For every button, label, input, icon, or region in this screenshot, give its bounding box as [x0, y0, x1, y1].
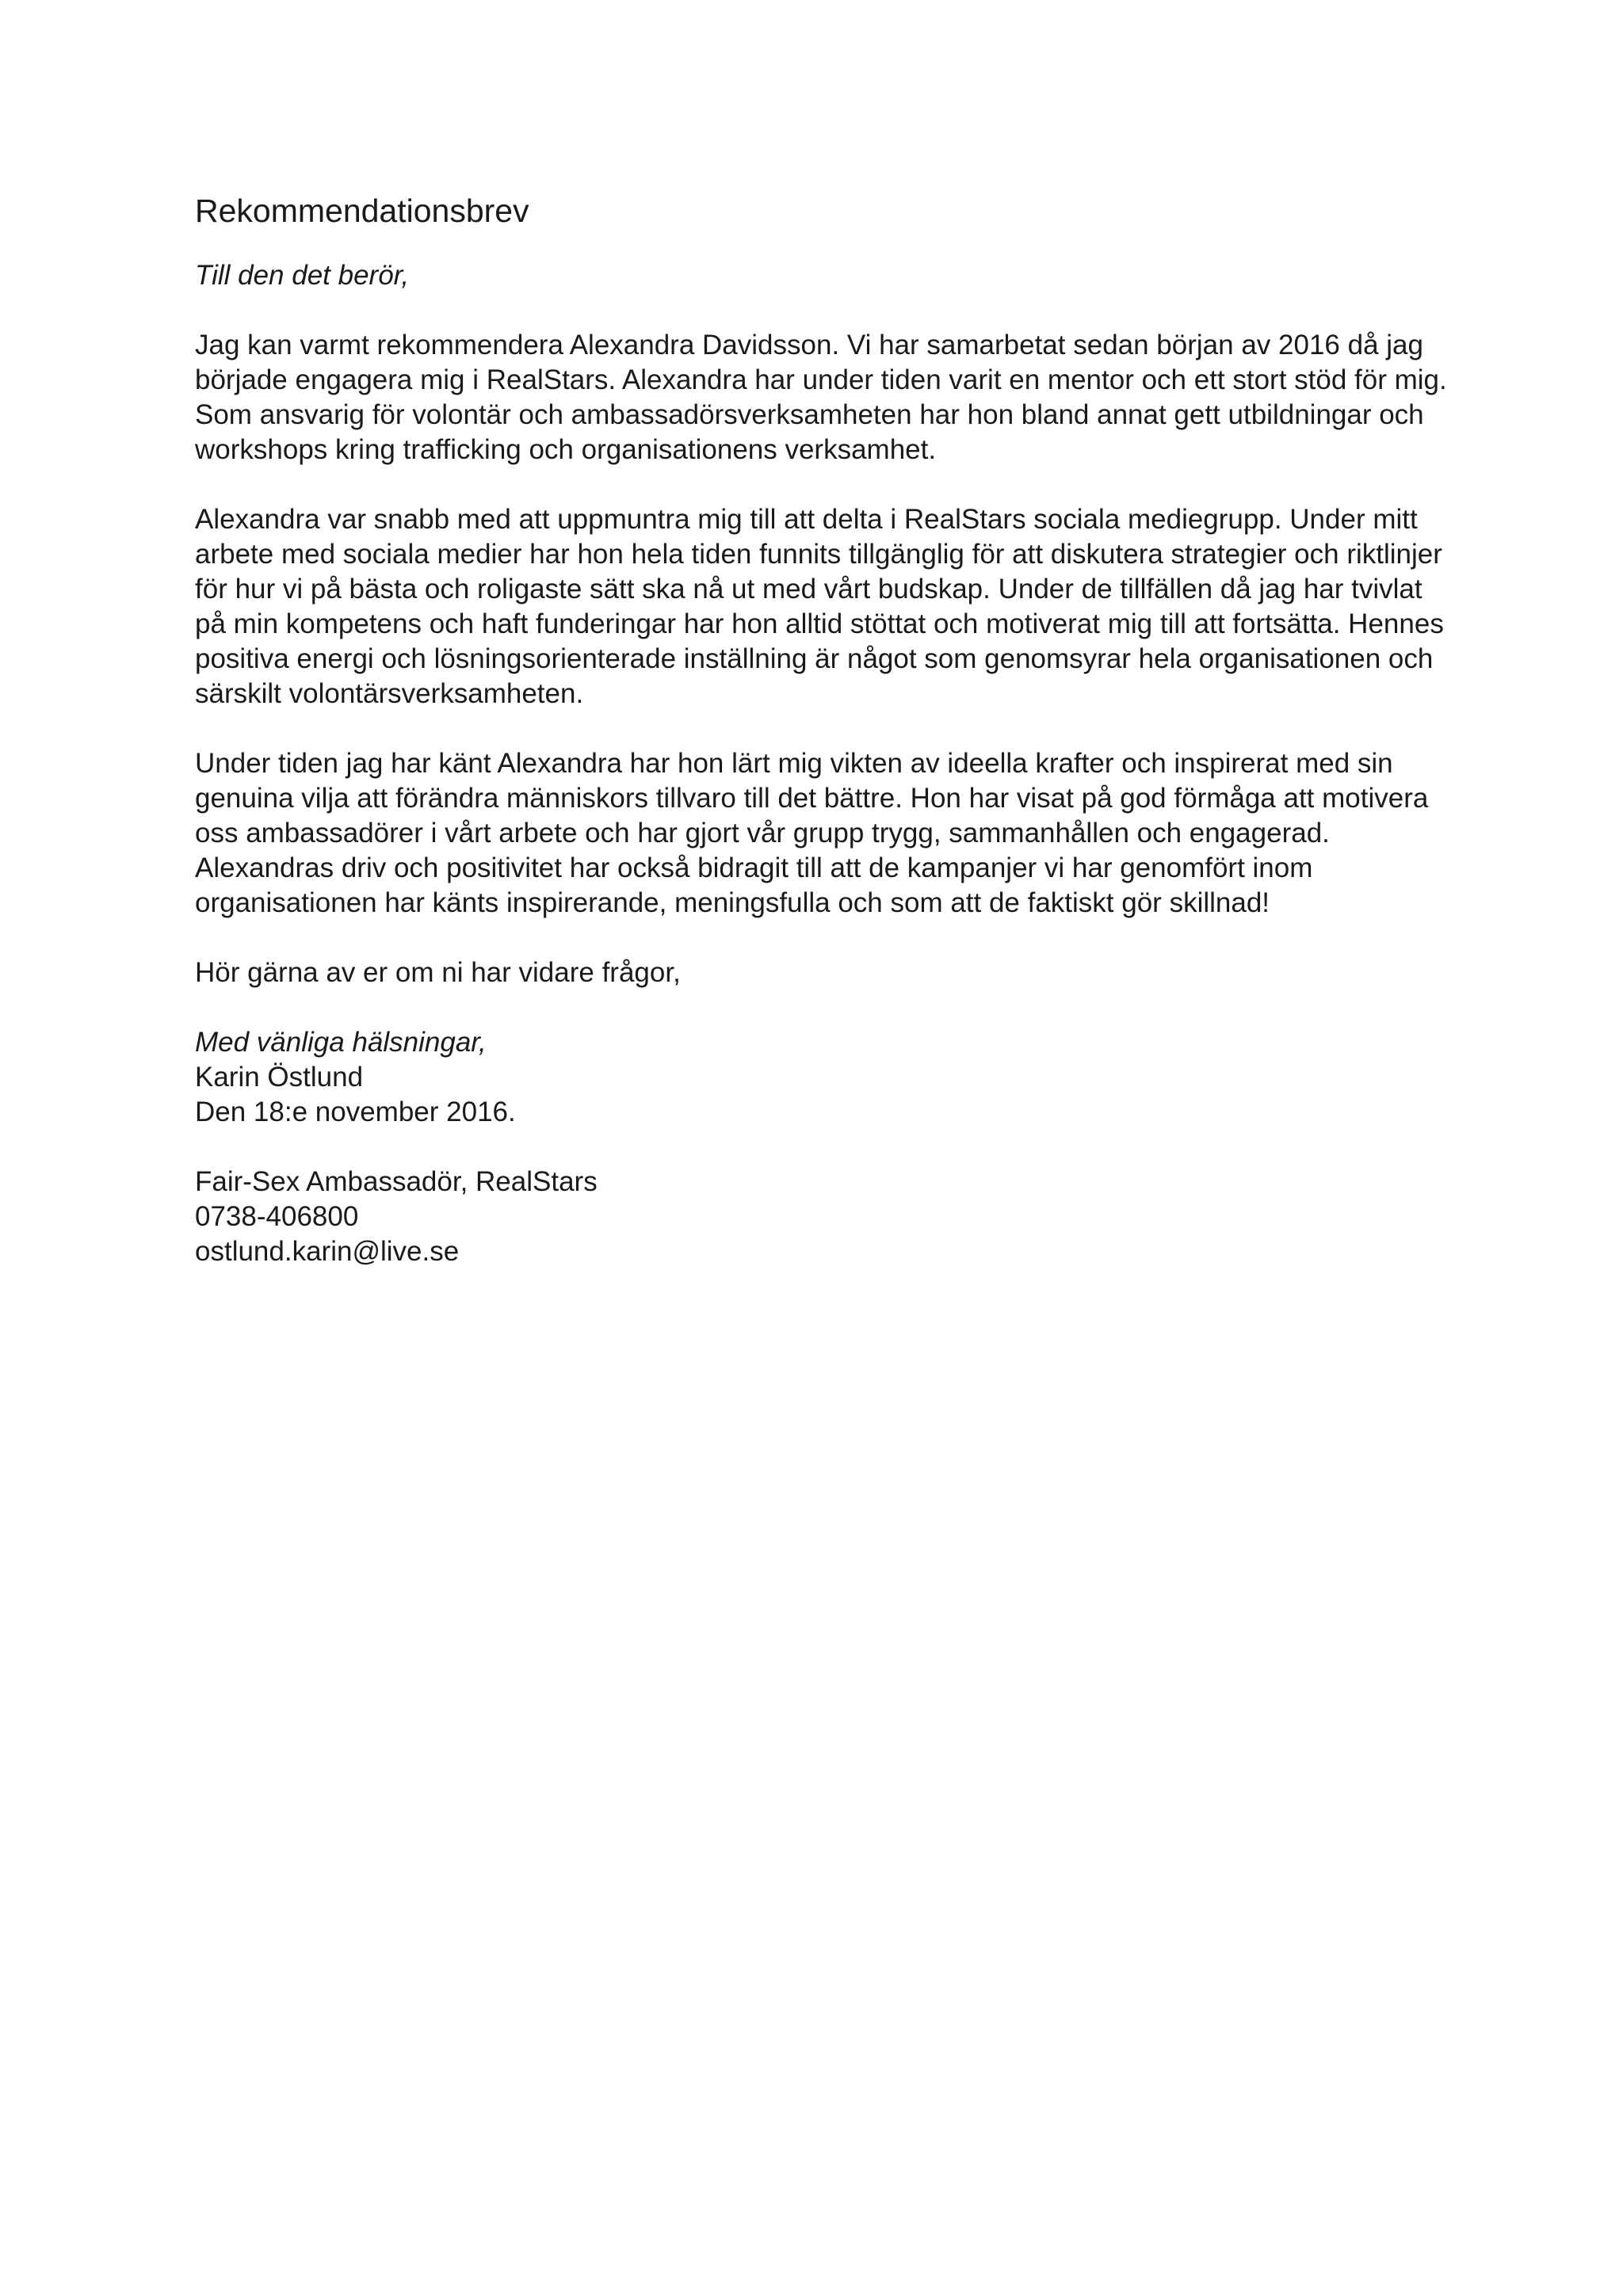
- greeting: Till den det berör,: [195, 260, 410, 291]
- document-title: Rekommendationsbrev: [195, 193, 529, 229]
- letter-page: [195, 190, 1447, 1304]
- sign-off: Med vänliga hälsningar,: [195, 1027, 487, 1058]
- body-paragraph-3: Under tiden jag har känt Alexandra har hon lärt mig vikten av ideella krafter och inspirerat med sin genuina vilja att förändra människors tillvaro till det bättre. Hon har visat på god förmåga att motivera oss ambassadörer i vårt arbete och har gjort vår grupp trygg, sammanhållen och engagerad. Alexandras driv och positivitet har också bidragit till att de kampanjer vi har genomfört inom organisationen har känts inspirerande, meningsfulla och som att de faktiskt gör skillnad!: [195, 748, 1429, 918]
- contact-block: [195, 1165, 1447, 1269]
- signer-role: Fair-Sex Ambassadör, RealStars: [195, 1166, 598, 1197]
- signer-name: Karin Östlund: [195, 1062, 364, 1093]
- closing-line: Hör gärna av er om ni har vidare frågor,: [195, 957, 681, 988]
- body-paragraph-2: Alexandra var snabb med att uppmuntra mig till att delta i RealStars sociala mediegrupp. Under mitt arbete med sociala medier har hon hela tiden funnits tillgänglig för att diskutera strategier och riktlinjer för hur vi på bästa och roligaste sätt ska nå ut med vårt budskap. Under de tillfällen då jag har tvivlat på min kompetens och haft funderingar har hon alltid stöttat och motiverat mig till att fortsätta. Hennes positiva energi och lösningsorienterade inställning är något som genomsyrar hela organisationen och särskilt volontärsverksamheten.: [195, 504, 1444, 709]
- phone-number: 0738-406800: [195, 1201, 359, 1232]
- email-address: ostlund.karin@live.se: [195, 1236, 460, 1267]
- body-paragraph-1: Jag kan varmt rekommendera Alexandra Davidsson. Vi har samarbetat sedan början av 2016 då jag började engagera mig i RealStars. Alexandra har under tiden varit en mentor och ett stort stöd för mig. Som ansvarig för volontär och ambassadörsverksamheten har hon bland annat gett utbildningar och workshops kring trafficking och organisationens verksamhet.: [195, 330, 1447, 465]
- signature-block: [195, 1025, 1447, 1130]
- letter-date: Den 18:e november 2016.: [195, 1097, 516, 1127]
